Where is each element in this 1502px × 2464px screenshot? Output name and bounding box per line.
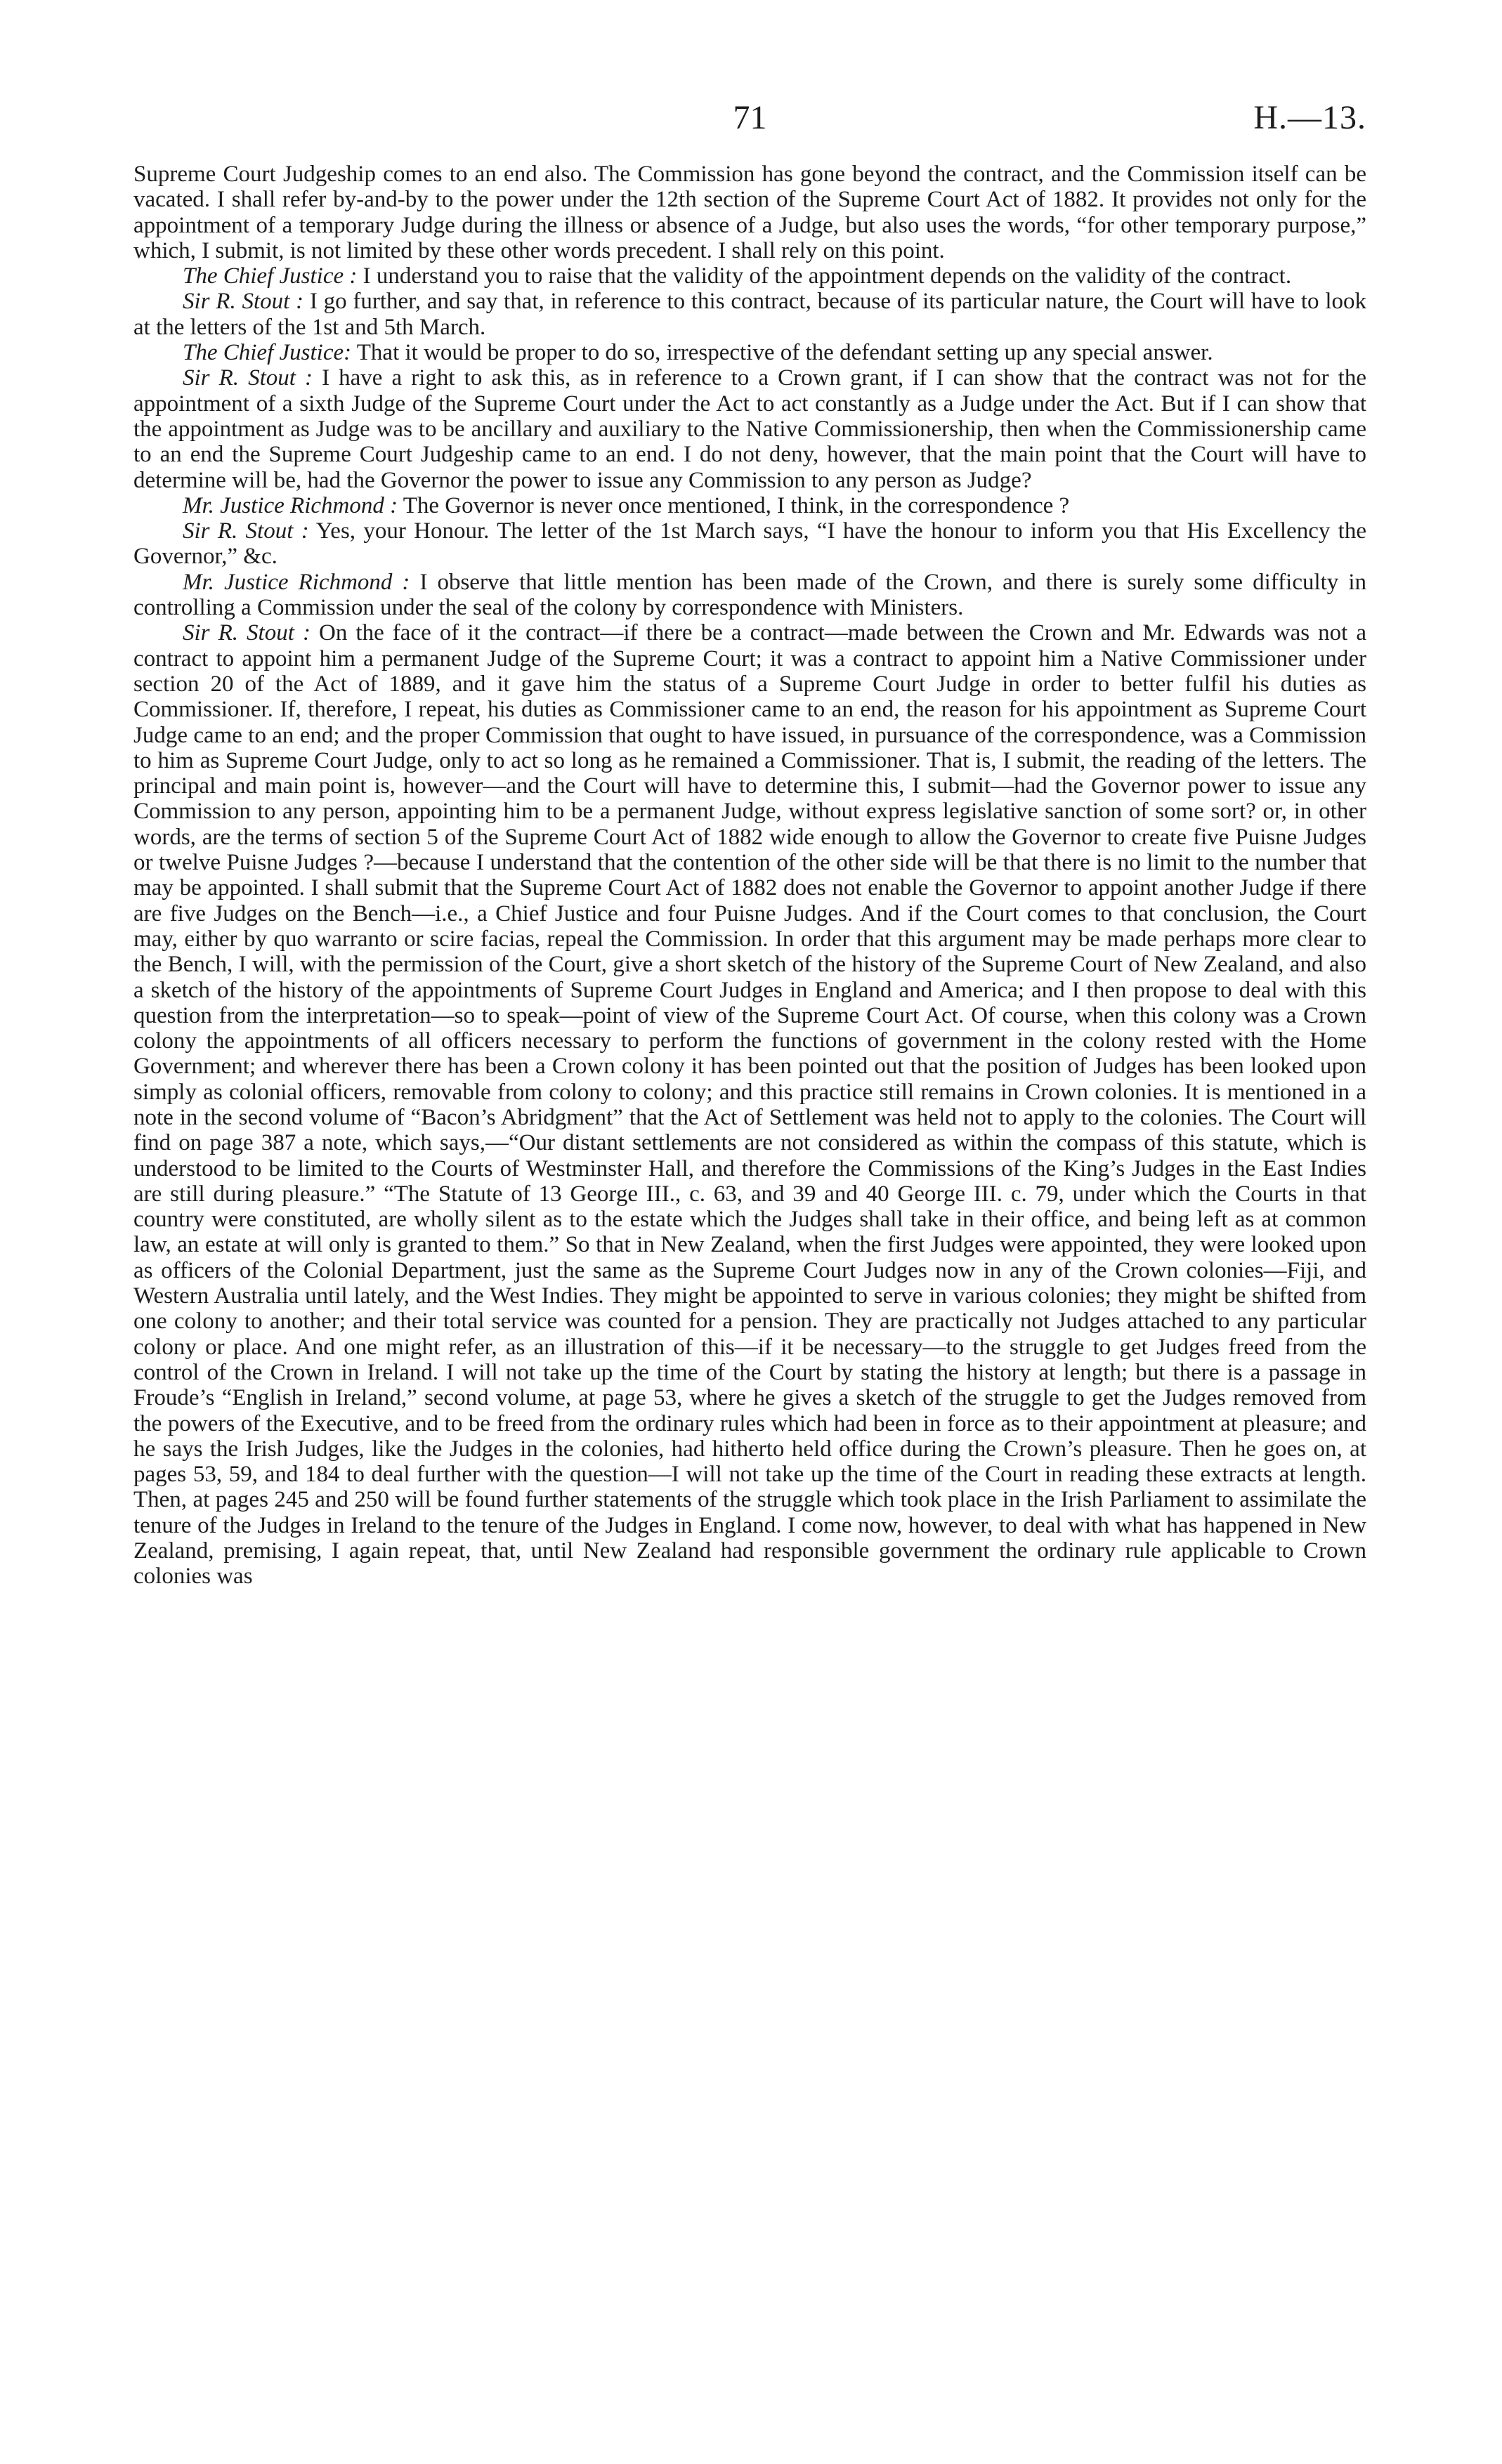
paragraph-text: I go further, and say that, in reference to this contract, because of its particular nature, the Court will have to look at the letters of the 1st and 5th March. bbox=[133, 289, 1367, 340]
speaker-name: Sir R. Stout : bbox=[183, 620, 311, 646]
page-header bbox=[133, 98, 1366, 162]
paragraph bbox=[133, 570, 1366, 621]
paragraph bbox=[133, 493, 1366, 518]
paragraph-text: That it would be proper to do so, irrespective of the defendant setting up any special answer. bbox=[351, 340, 1213, 366]
paragraph bbox=[133, 518, 1366, 570]
speaker-name: The Chief Justice : bbox=[183, 263, 358, 289]
body-text bbox=[133, 162, 1366, 1590]
speaker-name: Sir R. Stout : bbox=[183, 518, 309, 544]
paragraph-text: The Governor is never once mentioned, I think, in the correspondence ? bbox=[398, 492, 1070, 518]
paper-reference: H.—13. bbox=[1253, 99, 1366, 136]
speaker-name: The Chief Justice: bbox=[183, 340, 352, 366]
paragraph-text: I have a right to ask this, as in reference to a Crown grant, if I can show that the contract was not for the appointment of a sixth Judge of the Supreme Court under the Act to act constantly as a Judge under the Act. But if I can show that the appointment as Judge was to be ancillary and auxiliary to the Native Commissionership, then when the Commissionership came to an end the Supreme Court Judgeship came to an end. I do not deny, however, that the main point that the Court will have to determine will be, had the Governor the power to issue any Commission to any person as Judge? bbox=[133, 365, 1366, 493]
paragraph bbox=[133, 162, 1366, 263]
paragraph bbox=[133, 289, 1366, 340]
paragraph-text: I understand you to raise that the validity of the appointment depends on the validity of the contract. bbox=[357, 263, 1292, 289]
paragraph bbox=[133, 620, 1366, 1589]
speaker-name: Sir R. Stout : bbox=[183, 289, 304, 315]
paragraph-text: Supreme Court Judgeship comes to an end also. The Commission has gone beyond the contract, and the Commission itself can be vacated. I shall refer by-and-by to the power under the 12th section of the Supreme Court Act of 1882. It provides not only for the appointment of a temporary Judge during the illness or absence of a Judge, but also uses the words, “for other temporary purpose,” which, I submit, is not limited by these other words precedent. I shall rely on this point. bbox=[133, 162, 1366, 263]
page-number: 71 bbox=[733, 99, 767, 136]
paragraph-text: Yes, your Honour. The letter of the 1st March says, “I have the honour to inform you that His Excellency the Governor,” &c. bbox=[133, 518, 1366, 570]
paragraph bbox=[133, 365, 1366, 492]
paragraph-text: On the face of it the contract—if there be a contract—made between the Crown and Mr. Edwards was not a contract to appoint him a permanent Judge of the Supreme Court; it was a contract to appoint him a Native Commissioner under section 20 of the Act of 1889, and it gave him the status of a Supreme Court Judge in order to better fulfil his duties as Commissioner. If, therefore, I repeat, his duties as Commissioner came to an end, the reason for his appointment as Supreme Court Judge came to an end; and the proper Commission that ought to have issued, in pursuance of the correspondence, was a Commission to him as Supreme Court Judge, only to act so long as he remained a Commissioner. That is, I submit, the reading of the letters. The principal and main point is, however—and the Court will have to determine this, I submit—had the Governor power to issue any Commission to any person, appointing him to be a permanent Judge, without express legislative sanction of some sort? or, in other words, are the terms of section 5 of the Supreme Court Act of 1882 wide enough to allow the Governor to create five Puisne Judges or twelve Puisne Judges ?—because I understand that the contention of the other side will be that there is no limit to the number that may be appointed. I shall submit that the Supreme Court Act of 1882 does not enable the Governor to appoint another Judge if there are five Judges on the Bench—i.e., a Chief Justice and four Puisne Judges. And if the Court comes to that conclusion, the Court may, either by quo warranto or scire facias, repeal the Commission. In order that this argument may be made perhaps more clear to the Bench, I will, with the permission of the Court, give a short sketch of the history of the Supreme Court of New Zealand, and also a sketch of the history of the appointments of Supreme Court Judges in England and America; and I then propose to deal with this question from the interpretation—so to speak—point of view of the Supreme Court Act. Of course, when this colony was a Crown colony the appointments of all officers necessary to perform the functions of government in the colony rested with the Home Government; and wherever there has been a Crown colony it has been pointed out that the position of Judges has been looked upon simply as colonial officers, removable from colony to colony; and this practice still remains in Crown colonies. It is mentioned in a note in the second volume of “Bacon’s Abridgment” that the Act of Settlement was held not to apply to the colonies. The Court will find on page 387 a note, which says,—“Our distant settlements are not considered as within the compass of this statute, which is understood to be limited to the Courts of Westminster Hall, and therefore the Commissions of the King’s Judges in the East Indies are still during pleasure.” “The Statute of 13 George III., c. 63, and 39 and 40 George III. c. 79, under which the Courts in that country were constituted, are wholly silent as to the estate which the Judges shall take in their office, and being left as at common law, an estate at will only is granted to them.” So that in New Zealand, when the first Judges were appointed, they were looked upon as officers of the Colonial Department, just the same as the Supreme Court Judges now in any of the Crown colonies—Fiji, and Western Australia until lately, and the West Indies. They might be appointed to serve in various colonies; they might be shifted from one colony to another; and their total service was counted for a pension. They are practically not Judges attached to any particular colony or place. And one might refer, as an illustration of this—if it be necessary—to the struggle to get Judges freed from the control of the Crown in Ireland. I will not take up the time of the Court by stating the history at length; but there is a passage in Froude’s “English in Ireland,” second volume, at page 53, where he gives a sketch of the struggle to get the Judges removed from the powers of the Executive, and to be freed from the ordinary rules which had been in force as to their appointment at pleasure; and he says the Irish Judges, like the Judges in the colonies, had hitherto held office during the Crown’s pleasure. Then he goes on, at pages 53, 59, and 184 to deal further with the question—I will not take up the time of the Court in reading these extracts at length. Then, at pages 245 and 250 will be found further statements of the struggle which took place in the Irish Parliament to assimilate the tenure of the Judges in Ireland to the tenure of the Judges in England. I come now, however, to deal with what has happened in New Zealand, premising, I again repeat, that, until New Zealand had responsible government the ordinary rule applicable to Crown colonies was bbox=[133, 620, 1367, 1590]
speaker-name: Sir R. Stout : bbox=[183, 365, 313, 391]
document-page bbox=[133, 98, 1366, 1590]
speaker-name: Mr. Justice Richmond : bbox=[183, 569, 410, 595]
paragraph bbox=[133, 263, 1366, 289]
paragraph bbox=[133, 340, 1366, 365]
paragraph-text: I observe that little mention has been made of the Crown, and there is surely some difficulty in controlling a Commission under the seal of the colony by correspondence with Ministers. bbox=[133, 569, 1366, 621]
speaker-name: Mr. Justice Richmond : bbox=[183, 492, 398, 518]
